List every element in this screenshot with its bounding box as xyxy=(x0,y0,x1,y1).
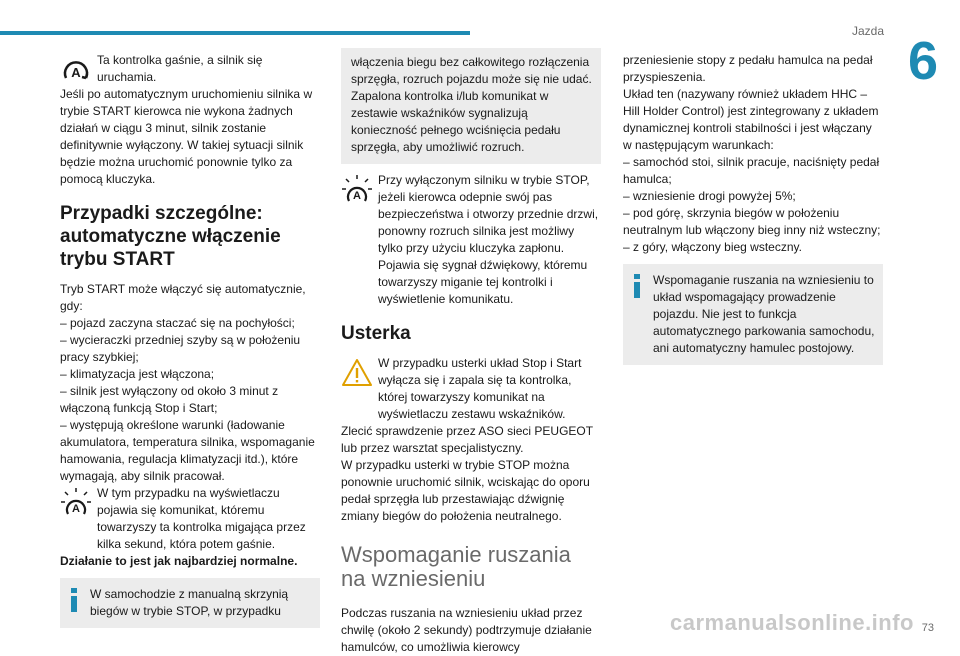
paragraph: Zlecić sprawdzenie przez ASO sieci PEUGEOT lub przez warsztat specjalistyczny. xyxy=(341,424,593,455)
list-item: – pod górę, skrzynia biegów w położeniu neutralnym lub włączony bieg inny niż wsteczny; xyxy=(623,206,881,237)
paragraph: W przypadku usterki w trybie STOP można ponownie uruchomić silnik, wciskając do oporu pedał sprzęgła lub przestawiając dźwignię zmiany biegów do położenia neutralnego. xyxy=(341,458,590,523)
warning-triangle-icon xyxy=(341,357,373,389)
paragraph: Układ ten (nazywany również układem HHC – Hill Holder Control) jest zintegrowany z układem dynamicznej kontroli stabilności i jest włączany w następującym warunkach: xyxy=(623,87,879,152)
watermark: carmanualsonline.info xyxy=(670,610,914,635)
header-accent-bar xyxy=(0,31,470,35)
list-item: – z góry, włączony bieg wsteczny. xyxy=(623,240,802,254)
info-box-text: Wspomaganie ruszania na wzniesieniu to układ wspomagający prowadzenie pojazdu. Nie jest to funkcja automatycznego parkowania samochodu, ani automatyczny hamulec postojowy. xyxy=(653,273,875,355)
list-item: – samochód stoi, silnik pracuje, naciśnięty pedał hamulca; xyxy=(623,155,880,186)
info-box-text: W samochodzie z manualną skrzynią biegów w trybie STOP, w przypadku xyxy=(90,587,289,618)
svg-text:A: A xyxy=(71,65,81,80)
auto-start-icon xyxy=(60,54,92,86)
icon-note-text: Ta kontrolka gaśnie, a silnik się uruchamia. xyxy=(97,53,263,84)
info-box-text: włączenia biegu bez całkowitego rozłączenia sprzęgła, rozruch pojazdu może się nie udać. Zapalona kontrolka i/lub komunikat w zestawie wskaźników sygnalizują konieczność pełnego wciśnięcia pedału sprzęgła, aby umożliwić rozruch. xyxy=(351,55,592,154)
page-number: 73 xyxy=(921,622,934,634)
list-item: – klimatyzacja jest włączona; xyxy=(60,367,215,381)
section-heading: Usterka xyxy=(341,323,411,344)
list-item: – silnik jest wyłączony od około 3 minut z włączoną funkcją Stop i Start; xyxy=(60,384,279,415)
column-1 xyxy=(60,52,320,636)
section-heading: Przypadki szczególne: automatyczne włączenie trybu START xyxy=(60,203,281,270)
paragraph: przeniesienie stopy z pedału hamulca na pedał przyspieszenia. xyxy=(623,53,873,84)
section-heading-light: Wspomaganie ruszania na wzniesieniu xyxy=(341,542,571,591)
list-item: – występują określone warunki (ładowanie akumulatora, temperatura silnika, wspomaganie hamowania, regulacja klimatyzacji itd.), które wymagają, aby silnik pracował. xyxy=(60,418,315,483)
info-box xyxy=(60,578,320,628)
info-box xyxy=(623,264,883,365)
blinking-indicator-note xyxy=(341,172,601,308)
info-box-continued xyxy=(341,48,601,164)
svg-text:A: A xyxy=(353,190,361,202)
icon-note-text: W przypadku usterki układ Stop i Start wyłącza się i zapala się ta kontrolka, której towarzyszy komunikat na wyświetlaczu zestawu wskaźników. xyxy=(378,356,582,421)
paragraph: Tryb START może włączyć się automatycznie, gdy: xyxy=(60,282,306,313)
list-item: – wycieraczki przedniej szyby są w położeniu pracy szybkiej; xyxy=(60,333,301,364)
column-2 xyxy=(341,52,601,656)
paragraph: Jeśli po automatycznym uruchomieniu silnika w trybie START kierowca nie wykona żadnych działań w ciągu 3 minut, silnik zostanie definitywnie wyłączony. W takiej sytuacji silnik będzie można uruchomić ponownie tylko za pomocą kluczyka. xyxy=(60,87,313,186)
svg-text:A: A xyxy=(72,503,80,515)
auto-start-blink-icon xyxy=(60,487,92,519)
bold-note: Działanie to jest jak najbardziej normalne. xyxy=(60,554,298,568)
start-indicator-note xyxy=(60,52,320,86)
chapter-number: 6 xyxy=(907,31,938,91)
section-name: Jazda xyxy=(851,24,884,38)
icon-note-text: Przy wyłączonym silniku w trybie STOP, jeżeli kierowca odepnie swój pas bezpieczeństwa i otworzy przednie drzwi, ponowny rozruch silnika jest możliwy tylko przy użyciu kluczyka zapłonu. Pojawia się sygnał dźwiękowy, któremu towarzyszy miganie tej kontrolki i wyświetlenie komunikatu. xyxy=(378,173,599,306)
icon-note-text: W tym przypadku na wyświetlaczu pojawia się komunikat, któremu towarzyszy ta kontrolka migająca przez kilka sekund, która potem gaśnie. xyxy=(97,486,306,551)
info-icon xyxy=(68,588,80,612)
info-icon xyxy=(631,274,643,298)
blinking-indicator-note xyxy=(60,485,320,553)
list-item: – pojazd zaczyna staczać się na pochyłości; xyxy=(60,316,295,330)
list-item: – wzniesienie drogi powyżej 5%; xyxy=(623,189,796,203)
paragraph: Podczas ruszania na wzniesieniu układ przez chwilę (około 2 sekundy) podtrzymuje działanie hamulców, co umożliwia kierowcy xyxy=(341,606,592,654)
auto-start-blink-icon xyxy=(341,174,373,206)
column-3 xyxy=(623,52,883,373)
warning-note xyxy=(341,355,601,423)
